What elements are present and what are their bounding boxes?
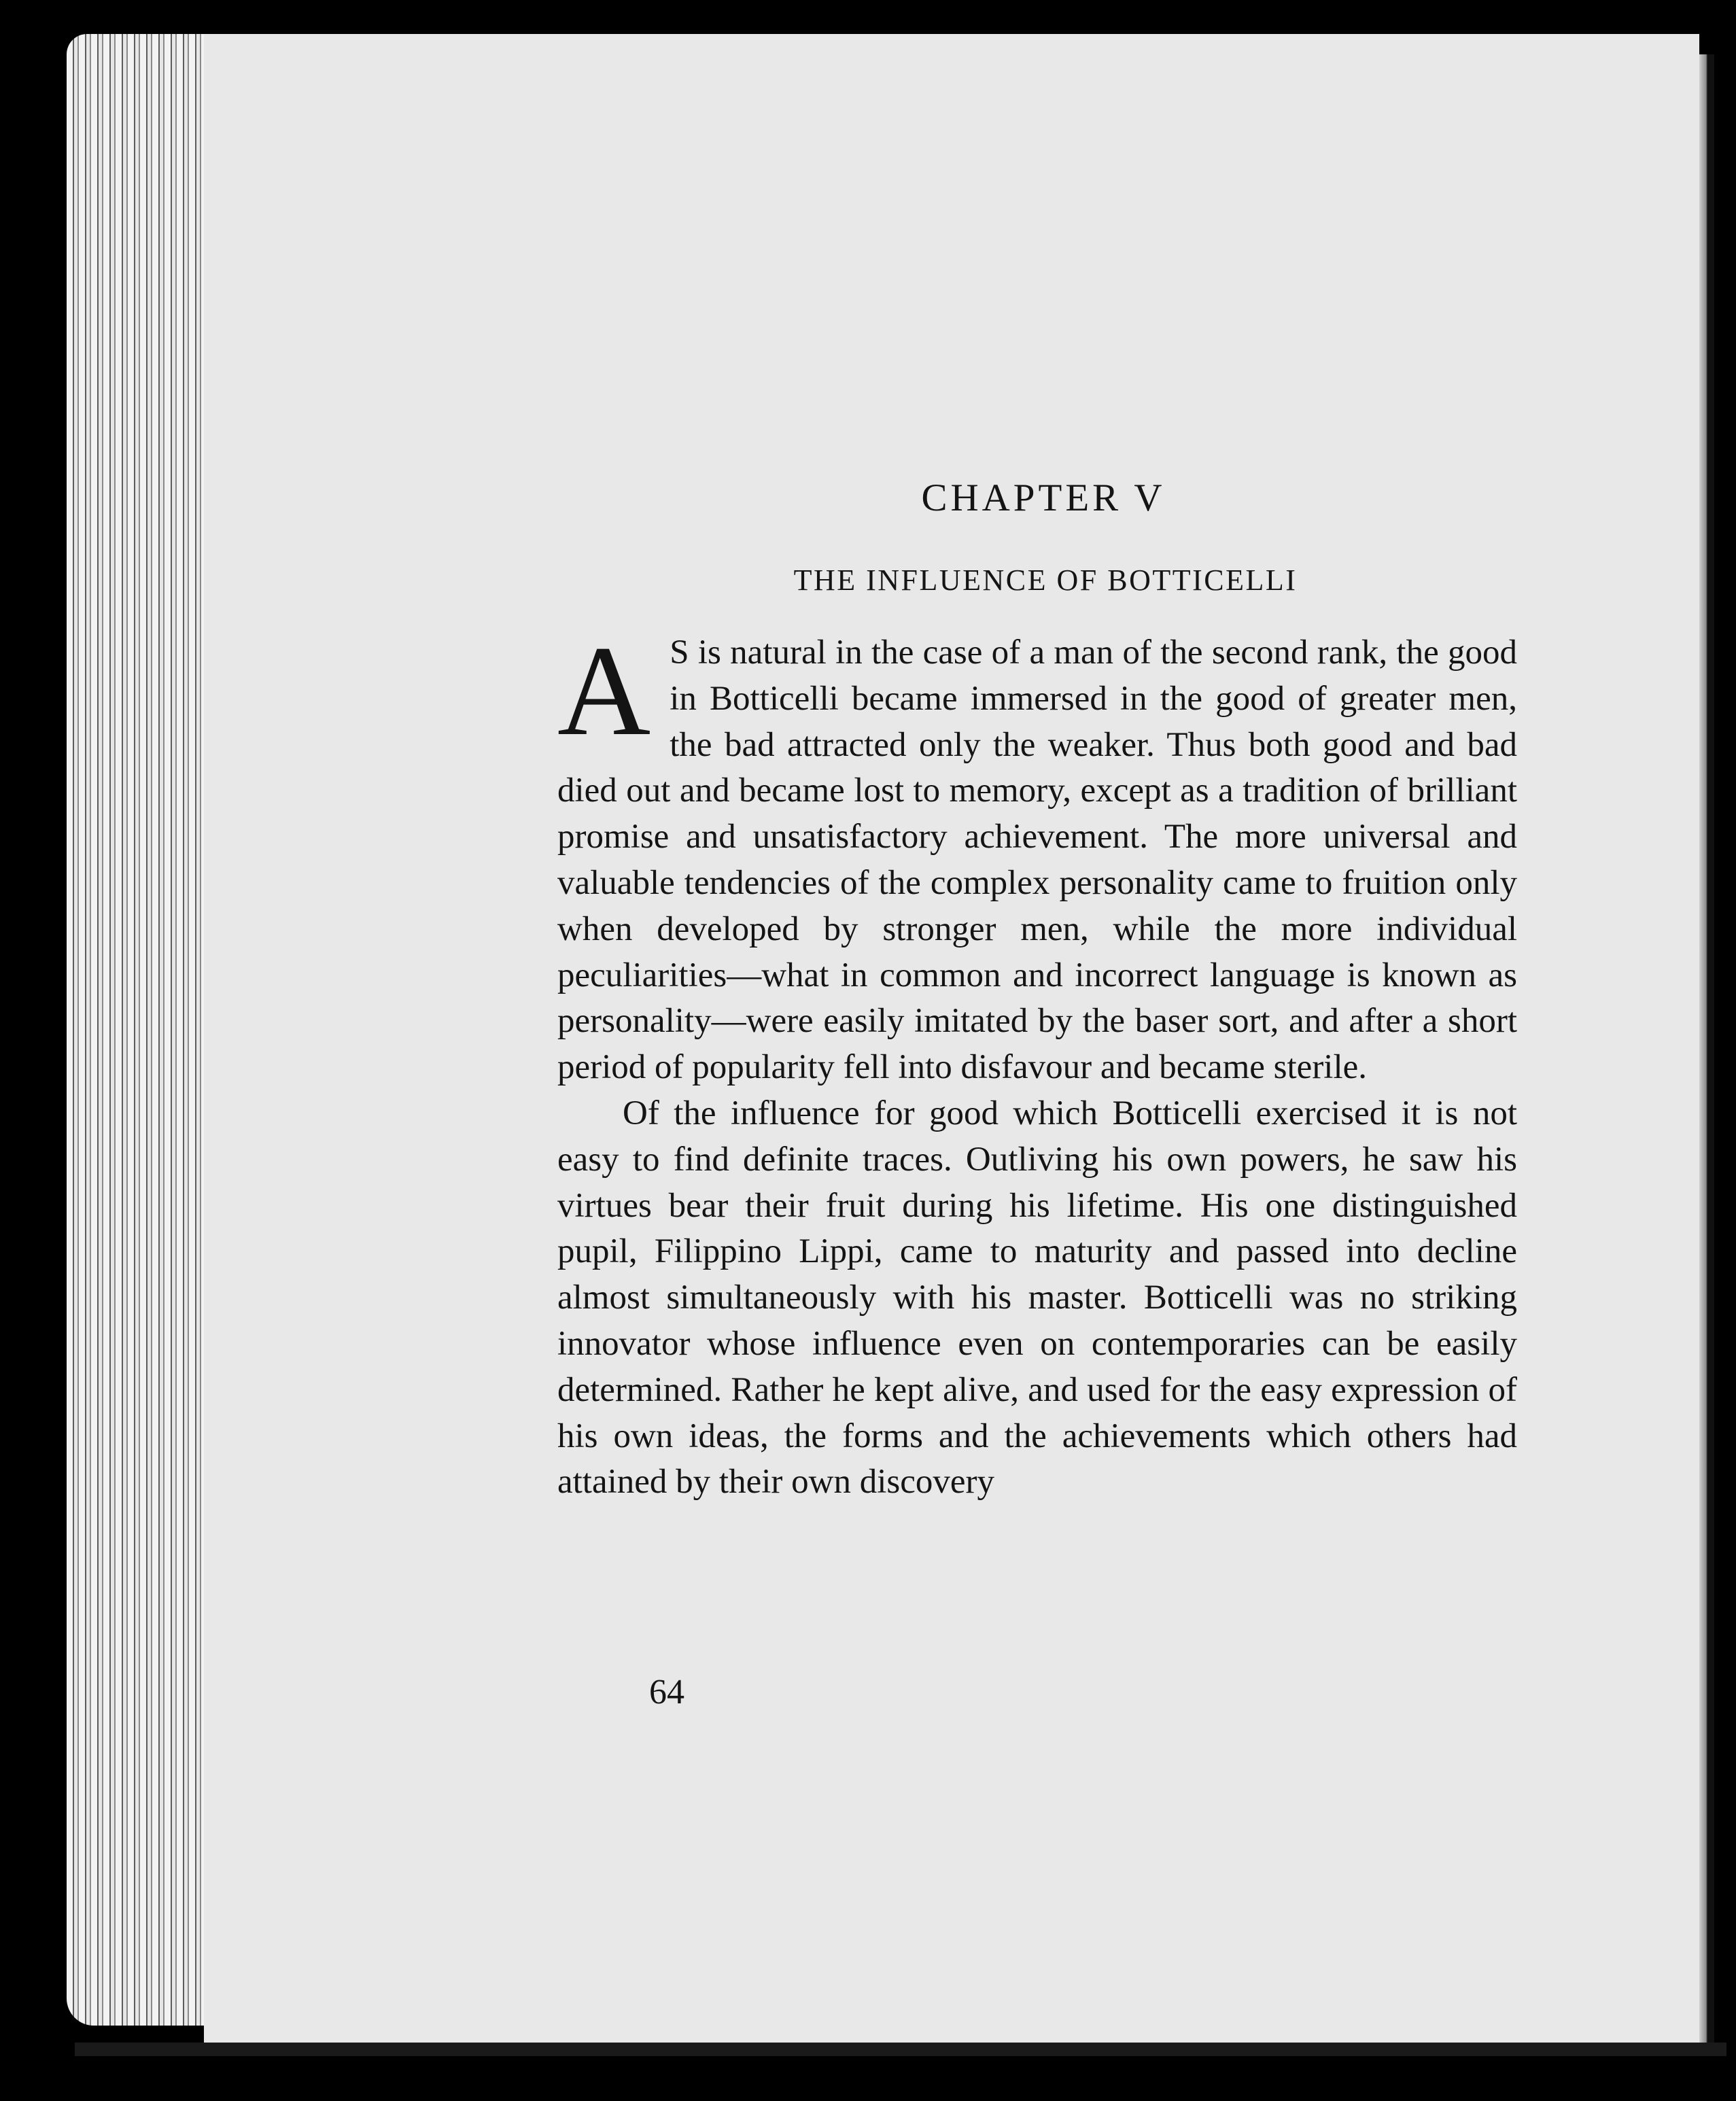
book-spine-edge	[1699, 54, 1714, 2043]
text-block	[557, 476, 1517, 1506]
chapter-heading: CHAPTER V	[921, 476, 1166, 519]
paragraph-1	[557, 620, 1517, 1091]
page-number: 64	[649, 1673, 684, 1712]
page-edges	[67, 34, 220, 2026]
chapter-title: THE INFLUENCE OF BOTTICELLI	[793, 563, 1298, 597]
drop-cap: A	[557, 620, 651, 763]
paragraph-1-text: S is natural in the case of a man of the second rank, the good in Botticelli became immersed in the good of greater men, the bad attracted only the weaker. Thus both good and bad died out and became lost to memory, except as a tradition of brilliant promise and unsatisfactory achievement. The more universal and valuable tendencies of the complex personality came to fruition only when developed by stronger men, while the more individual peculiarities—what in common and incorrect language is known as personality—were easily imitated by the baser sort, and after a short period of popularity fell into disfavour and became sterile.	[557, 633, 1517, 1087]
paragraph-2: Of the influence for good which Botticelli exercised it is not easy to find definite traces. Outliving his own powers, he saw his virtues bear their fruit during his lifetime. His one distinguished pupil, Filippino Lippi, came to maturity and passed into decline almost simultaneously with his master. Botticelli was no striking innovator whose influence even on contemporaries can be easily determined. Rather he kept alive, and used for the easy expression of his own ideas, the forms and the achievements which others had attained by their own discovery	[557, 1094, 1517, 1501]
body-text	[557, 620, 1517, 1506]
bottom-edge	[75, 2043, 1726, 2056]
